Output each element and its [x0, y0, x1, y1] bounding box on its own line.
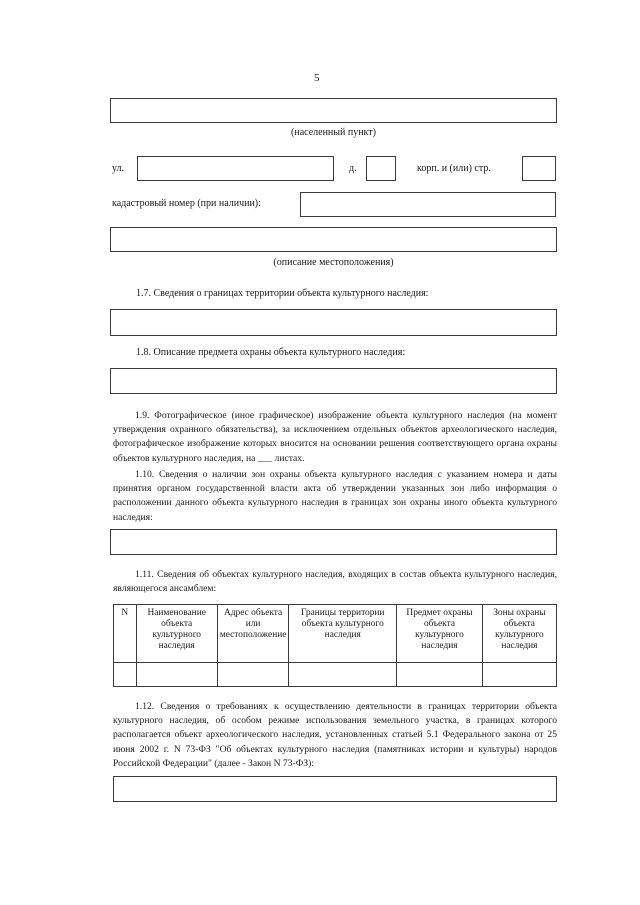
table-cell[interactable]	[397, 663, 483, 687]
cadastral-label: кадастровый номер (при наличии):	[112, 198, 261, 209]
building-field[interactable]	[522, 156, 556, 181]
table-cell[interactable]	[482, 663, 556, 687]
building-label: корп. и (или) стр.	[417, 163, 491, 174]
section-1-12-text: 1.12. Сведения о требованиях к осуществлению деятельности в границах территории объекта культурного наследия, об особом режиме использования земельного участка, в границах которого располагается объект археологического наследия, установленных статьей 5.1 Федерального закона от 25 июня 2002 г. N 73-ФЗ "Об объектах культурного наследия (памятниках истории и культуры) народов Российской Федерации" (далее - Закон N 73-ФЗ):	[113, 701, 557, 769]
table-cell[interactable]	[114, 663, 137, 687]
locality-caption: (населенный пункт)	[291, 127, 376, 138]
col-number-header: N	[114, 605, 137, 663]
location-caption: (описание местоположения)	[273, 257, 394, 268]
section-1-8-text: 1.8. Описание предмета охраны объекта культурного наследия:	[136, 347, 406, 358]
col-protection-zones-header: Зоны охраны объекта культурного наследия	[482, 605, 556, 663]
col-boundaries-header: Границы территории объекта культурного наследия	[289, 605, 397, 663]
table-header-row	[114, 605, 557, 663]
cadastral-field[interactable]	[300, 192, 556, 217]
house-label: д.	[349, 163, 357, 174]
section-1-7-field[interactable]	[110, 309, 557, 336]
locality-field[interactable]	[110, 98, 557, 123]
section-1-7-text: 1.7. Сведения о границах территории объекта культурного наследия:	[136, 288, 429, 299]
col-protection-subject-header: Предмет охраны объекта культурного наследия	[397, 605, 483, 663]
table-cell[interactable]	[136, 663, 217, 687]
page-number: 5	[314, 72, 320, 84]
street-label: ул.	[112, 163, 125, 174]
section-1-8-field[interactable]	[110, 368, 557, 394]
table-cell[interactable]	[217, 663, 289, 687]
ensemble-objects-table	[113, 604, 557, 687]
section-1-10-text: 1.10. Сведения о наличии зон охраны объекта культурного наследия с указанием номера и даты принятия органом государственной власти акта об утверждении указанных зон либо информация о расположении данного объекта культурного наследия в границах зон охраны иного объекта культурного наследия:	[113, 469, 557, 523]
section-1-9-text: 1.9. Фотографическое (иное графическое) изображение объекта культурного наследия (на момент утверждения охранного обязательства), за исключением отдельных объектов археологического наследия, фотографическое изображение которых вносится на основании решения соответствующего органа охраны объектов культурного наследия, на ___ листах.	[113, 410, 557, 464]
house-field[interactable]	[366, 156, 396, 181]
section-1-11-text: 1.11. Сведения об объектах культурного наследия, входящих в состав объекта культурного наследия, являющегося ансамблем:	[113, 569, 557, 595]
col-name-header: Наименование объекта культурного наследия	[136, 605, 217, 663]
table-row	[114, 663, 557, 687]
location-field[interactable]	[110, 227, 557, 252]
section-1-12-field[interactable]	[113, 776, 557, 802]
table-cell[interactable]	[289, 663, 397, 687]
street-field[interactable]	[137, 156, 334, 181]
col-address-header: Адрес объекта или местоположение	[217, 605, 289, 663]
section-1-10-field[interactable]	[110, 529, 557, 555]
